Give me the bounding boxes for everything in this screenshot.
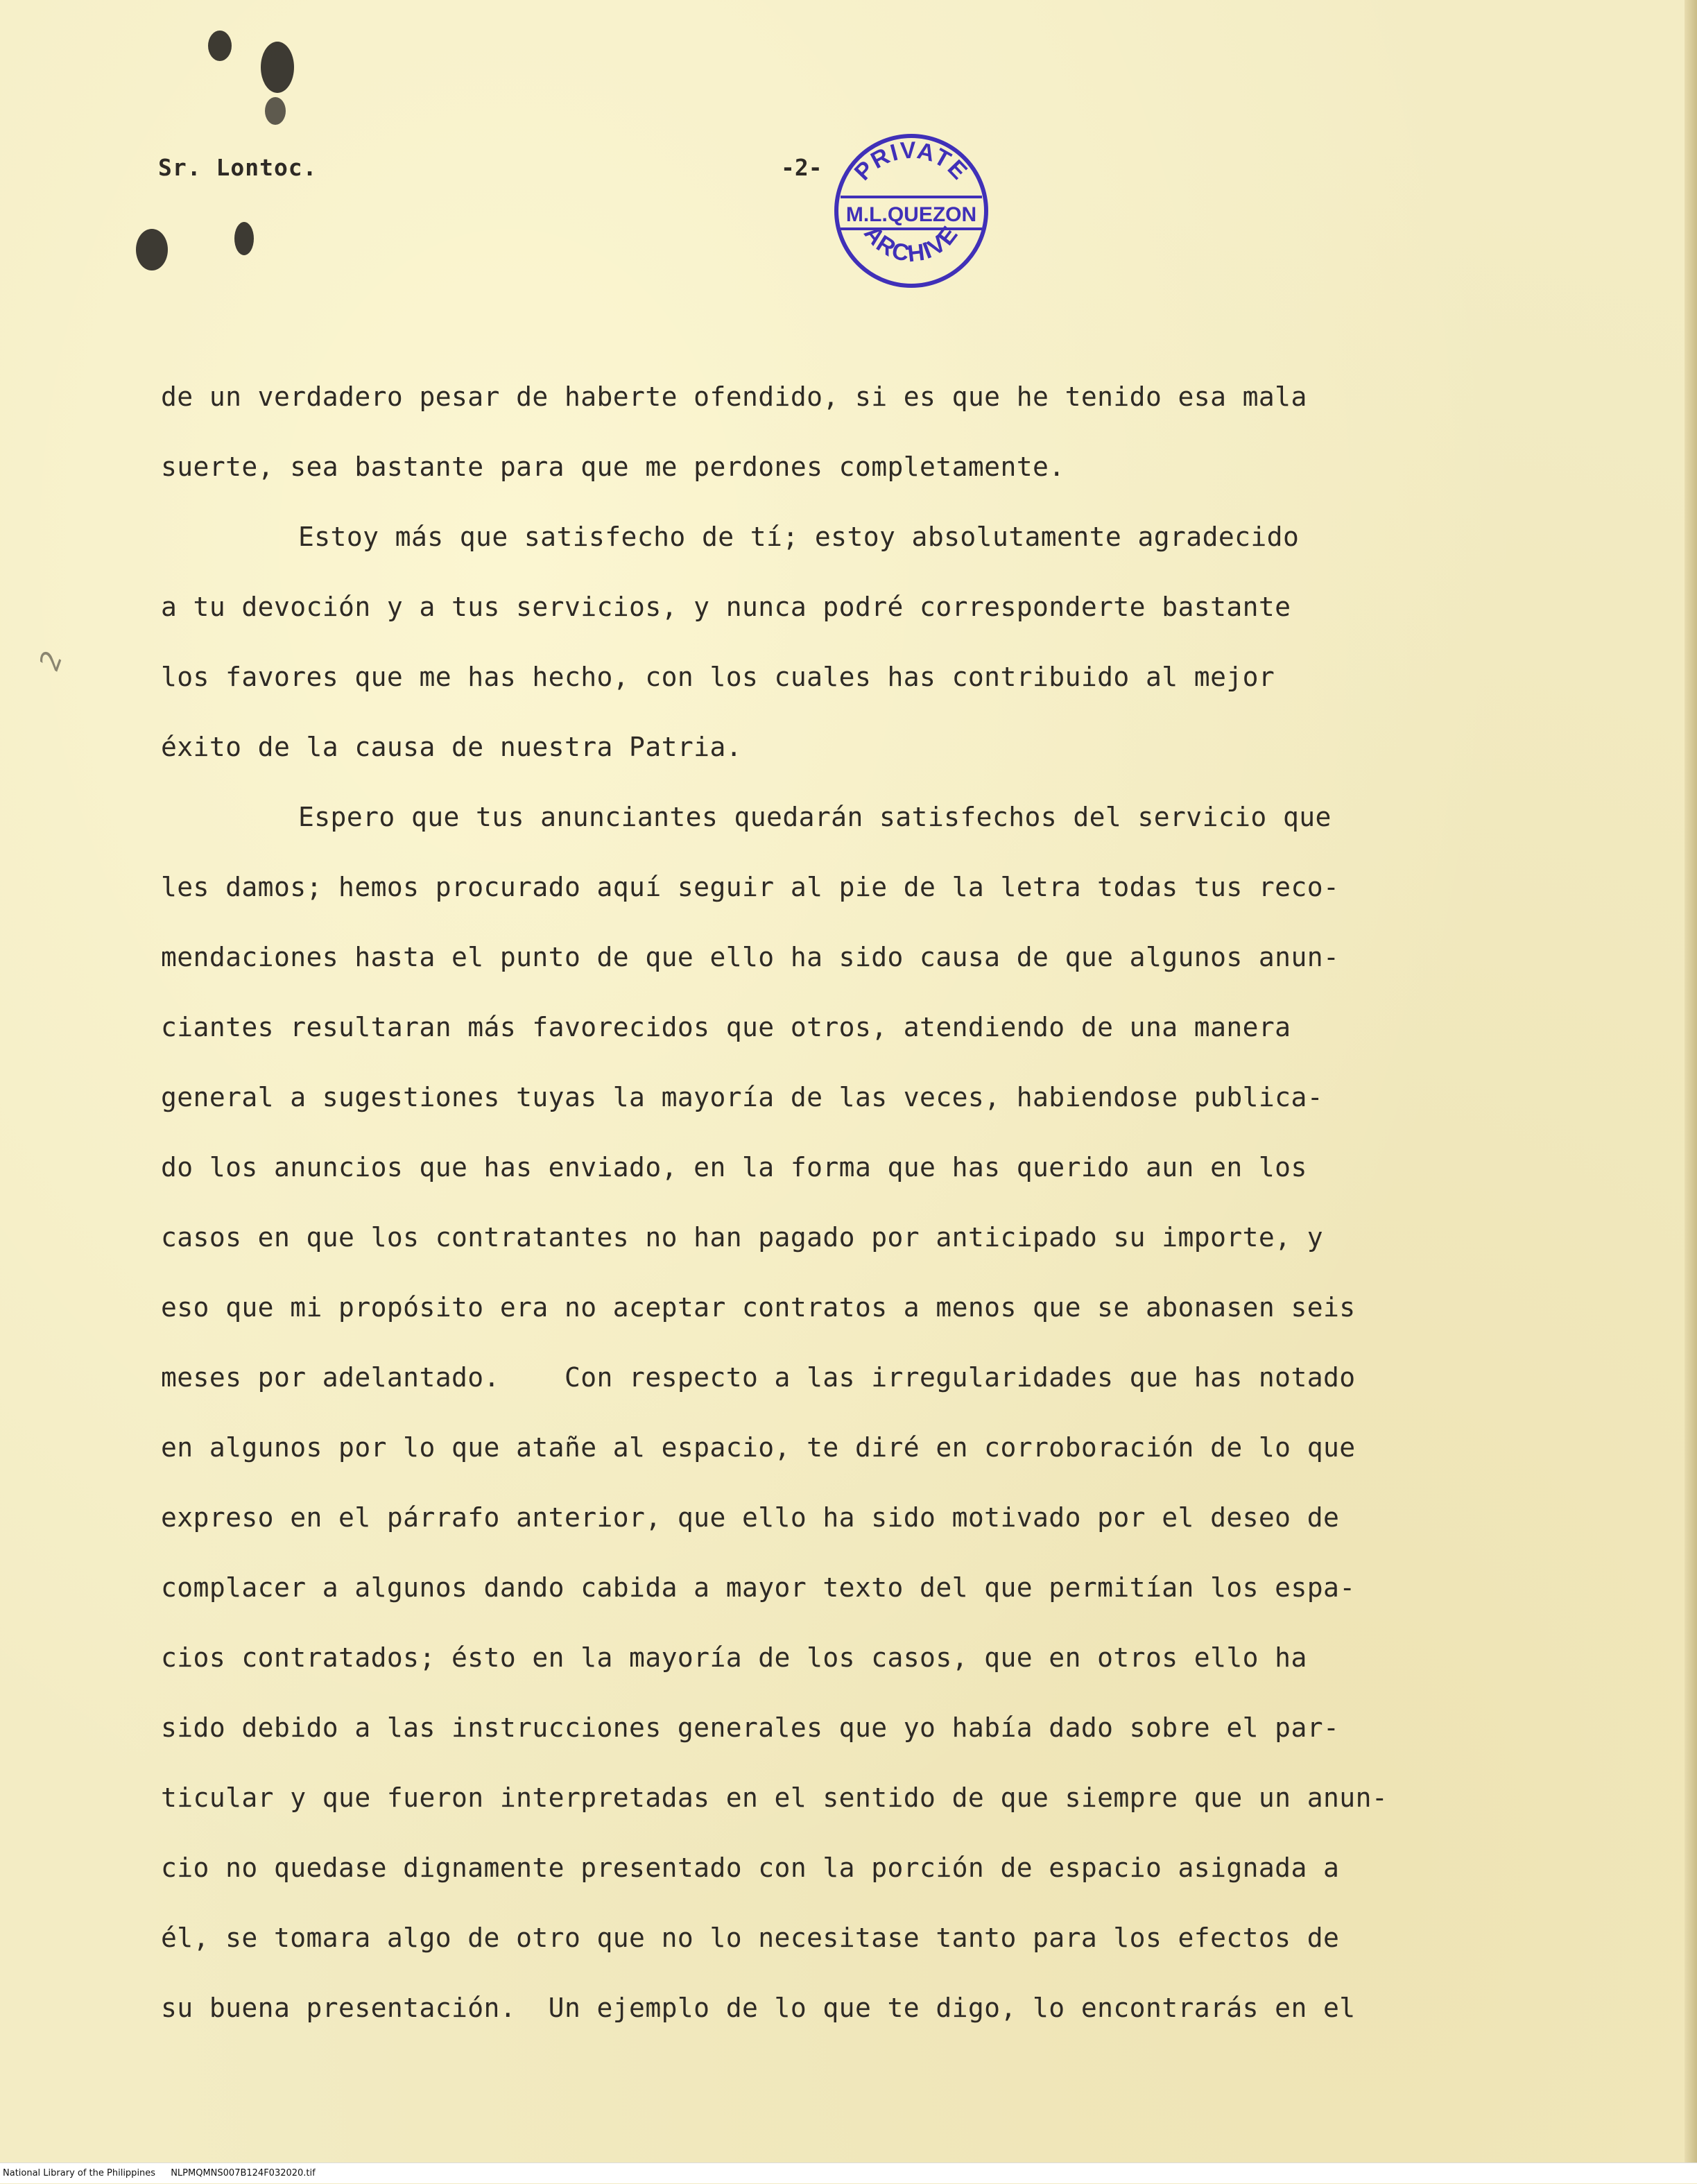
margin-annotation: 2 (33, 647, 69, 675)
paper-edge (1685, 0, 1697, 2183)
body-line: casos en que los contratantes no han pagado por anticipado su importe, y (161, 1222, 1324, 1253)
ink-blot-4 (136, 229, 168, 270)
stamp-top-text: PRIVATE (849, 137, 974, 186)
stamp-middle-text: M.L.QUEZON (845, 203, 977, 226)
body-line: mendaciones hasta el punto de que ello ha sido causa de que algunos anun- (161, 942, 1340, 972)
svg-text:ARCHIVE (859, 221, 963, 268)
body-line: eso que mi propósito era no aceptar contratos a menos que se abonasen seis (161, 1292, 1356, 1323)
footer-institution: National Library of the Philippines (3, 2168, 156, 2178)
archive-stamp (831, 130, 992, 291)
scan-footer (0, 2162, 1697, 2183)
body-line: cios contratados; ésto en la mayoría de los casos, que en otros ello ha (161, 1642, 1307, 1673)
body-line: Espero que tus anunciantes quedarán satisfechos del servicio que (298, 802, 1332, 832)
ink-blot-5 (234, 222, 254, 255)
body-line: su buena presentación. Un ejemplo de lo que te digo, lo encontrarás en el (161, 1993, 1356, 2023)
body-line: do los anuncios que has enviado, en la forma que has querido aun en los (161, 1152, 1307, 1183)
recipient-header: Sr. Lontoc. (158, 154, 318, 181)
body-line: a tu devoción y a tus servicios, y nunca podré corresponderte bastante (161, 592, 1291, 622)
body-line: ciantes resultaran más favorecidos que otros, atendiendo de una manera (161, 1012, 1291, 1042)
body-line: les damos; hemos procurado aquí seguir al pie de la letra todas tus reco- (161, 872, 1340, 902)
ink-blot-1 (208, 31, 232, 61)
body-line: complacer a algunos dando cabida a mayor texto del que permitían los espa- (161, 1572, 1356, 1603)
body-line: cio no quedase dignamente presentado con la porción de espacio asignada a (161, 1852, 1340, 1883)
page-number: -2- (781, 154, 822, 181)
body-line: de un verdadero pesar de haberte ofendido, si es que he tenido esa mala (161, 381, 1307, 412)
body-line: suerte, sea bastante para que me perdones completamente. (161, 452, 1065, 482)
body-line: Estoy más que satisfecho de tí; estoy absolutamente agradecido (298, 522, 1300, 552)
stamp-bottom-text: ARCHIVE (859, 220, 964, 268)
footer-filename: NLPMQMNS007B124F032020.tif (171, 2168, 316, 2178)
body-line: expreso en el párrafo anterior, que ello ha sido motivado por el deseo de (161, 1502, 1340, 1533)
body-line: en algunos por lo que atañe al espacio, te diré en corroboración de lo que (161, 1432, 1356, 1463)
body-line: ticular y que fueron interpretadas en el sentido de que siempre que un anun- (161, 1782, 1388, 1813)
svg-text:PRIVATE (850, 137, 973, 186)
body-line: los favores que me has hecho, con los cuales has contribuido al mejor (161, 662, 1275, 692)
letter-body (161, 362, 1534, 2043)
ink-blot-3 (265, 97, 286, 125)
body-line: general a sugestiones tuyas la mayoría de las veces, habiendose publica- (161, 1082, 1324, 1112)
body-line: éxito de la causa de nuestra Patria. (161, 732, 743, 762)
body-line: sido debido a las instrucciones generales que yo había dado sobre el par- (161, 1712, 1340, 1743)
body-line: él, se tomara algo de otro que no lo necesitase tanto para los efectos de (161, 1923, 1340, 1953)
ink-blot-2 (261, 42, 294, 93)
body-line: meses por adelantado. Con respecto a las irregularidades que has notado (161, 1362, 1356, 1393)
